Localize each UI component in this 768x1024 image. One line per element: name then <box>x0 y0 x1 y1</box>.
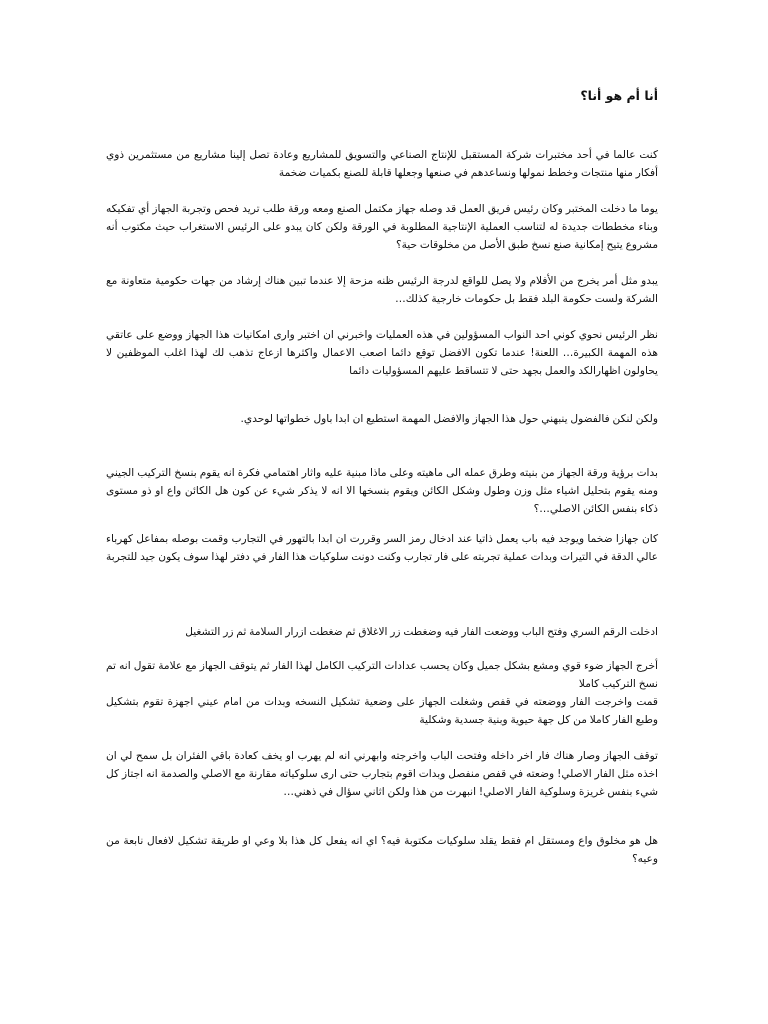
paragraph-4: نظر الرئيس نحوي كوني احد النواب المسؤولين في هذه العمليات واخبرني ان اختبر وارى امكانيات هذا الجهاز ووضع على عاتقي هذه المهمة الكبيرة… اللعنة! عندما تكون الافضل توقع دائما اصعب الاعمال واكثرها ازعاج تذهب لك لهذا اغلب الموظفين لا يحاولون اظهارالكد والعمل بجهد حتى لا تتساقط عليهم المسؤوليات دائما <box>106 329 658 377</box>
paragraph-5: ولكن لنكن فالفضول ينبهني حول هذا الجهاز والافضل المهمة استطيع ان ابدا باول خطواتها لوحدي. <box>240 413 658 425</box>
paragraph-3: يبدو مثل أمر يخرج من الأفلام ولا يصل للواقع لدرجة الرئيس ظنه مزحة إلا عندما تبين هناك إرشاد من جهات حكومية متعاونة مع الشركة ولست حكومة البلد فقط بل حكومات خارجية كذلك… <box>106 275 658 305</box>
paragraph-9: أخرج الجهاز ضوء قوي ومشع بشكل جميل وكان يحسب عدادات التركيب الكامل لهذا الفار ثم يتوقف الجهاز مع علامة تقول انه تم نسخ التركيب كاملا قمت واخرجت الفار ووضعته في قفص وشغلت الجهاز على وضعية تشكيل النسخه وبدات من امام عيني اجهزة تقوم بتشكيل وطبع الفار كاملا من كل جهة حيوية وبنية جسدية وشكلية <box>106 660 658 726</box>
paragraph-8: ادخلت الرقم السري وفتح الباب ووضعت الفار فيه وضغطت زر الاغلاق ثم ضغطت ازرار السلامة ثم زر التشغيل <box>185 626 658 638</box>
paragraph-11: هل هو مخلوق واع ومستقل ام فقط يقلد سلوكيات مكتوبة فيه؟ اي انه يفعل كل هذا بلا وعي او طريقة تشكيل لافعال نابعة من وعيه؟ <box>106 835 658 865</box>
document-title: أنا أم هو أنا؟ <box>580 88 658 103</box>
paragraph-1: كنت عالما في أحد مختبرات شركة المستقبل للإنتاج الصناعي والتسويق للمشاريع وعادة تصل إلينا مشاريع من مستثمرين ذوي أفكار منها منتجات وخطط نمولها ونساعدهم في صنعها وجعلها قابلة للصنع بكميات ضخمة <box>106 149 658 179</box>
paragraph-2: يوما ما دخلت المختبر وكان رئيس فريق العمل قد وصله جهاز مكتمل الصنع ومعه ورقة طلب تريد فحص وتجربة الجهاز أي تفكيكه وبناء مخططات جديدة له لتناسب العملية الإنتاجية المطلوبة في الورقة ولكن كان يبدو على الرئيس الاستغراب حيث مكتوب أنه مشروع يتيح إمكانية صنع نسخ طبق الأصل من مخلوقات حية؟ <box>106 203 658 251</box>
paragraph-10: توقف الجهاز وصار هناك فار اخر داخله وفتحت الباب واخرجته وابهرني انه لم يهرب او يخف كعادة باقي الفئران بل سمح لي ان اخذه مثل الفار الاصلي! وضعته في قفص منفصل وبدات اقوم بتجارب حتى ارى سلوكياته مقارنة مع الاصلي والصدمة انه اجتاز كل شيء بنفس غريزة وسلوكية الفار الاصلي! انبهرت من هذا ولكن اثاني سؤال في ذهني… <box>106 750 658 798</box>
paragraph-6: بدات برؤية ورقة الجهاز من بنيته وطرق عمله الى ماهيته وعلى ماذا مبنية عليه واثار اهتمامي فكرة انه يقوم بنسخ التركيب الجيني ومنه يقوم بتحليل اشياء مثل وزن وطول وشكل الكائن ويقوم بنسخها الا انه لا يذكر شيء عن كون هل الكائن واع او ذو مستوى ذكاء بنفس الكائن الاصلي…؟ <box>106 467 658 515</box>
paragraph-7: كان جهازا ضخما ويوجد فيه باب يعمل ذاتيا عند ادخال رمز السر وقررت ان ابدا بالتهور في التجارب وقمت بوصله بمفاعل كهرباء عالي الدقة في التيرات وبدات عملية تجربته على فار تجارب وكنت دونت سلوكيات هذا الفار في دفتر لهذا سوف يكون جيد للتجربة <box>106 533 658 563</box>
